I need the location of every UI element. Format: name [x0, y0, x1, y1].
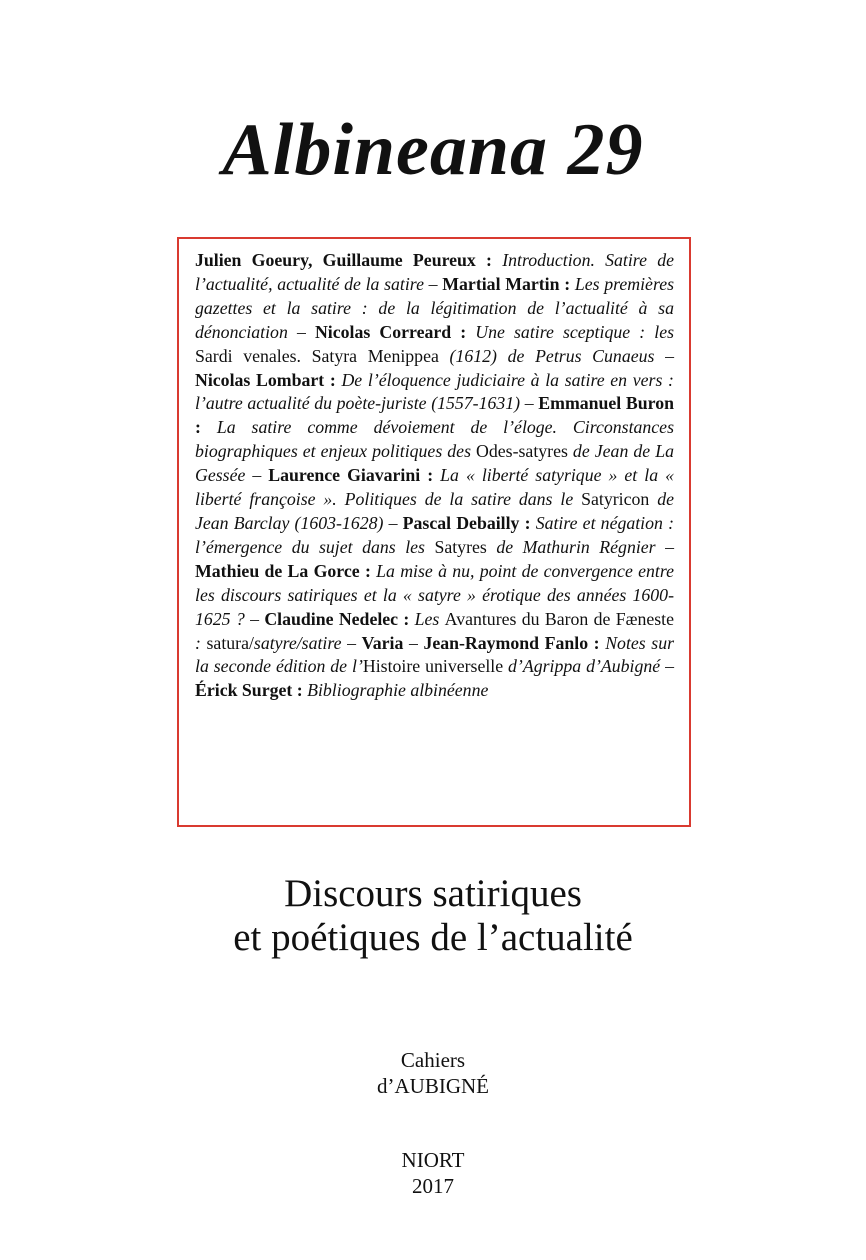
toc-author: Laurence Giavarini :	[268, 465, 434, 486]
toc-author: Nicolas Lombart :	[195, 369, 336, 390]
imprint-year: 2017	[412, 1174, 454, 1198]
toc-article-title: La mise à nu, point de convergence entre les discours satiriques et la « satyre » érotique des années 1600-1625 ?	[195, 560, 674, 629]
toc-work-title: Avantures du Baron de Fæneste	[444, 608, 675, 629]
publisher-line-1: Cahiers	[400, 1048, 466, 1072]
toc-author: Mathieu de La Gorce :	[195, 560, 371, 581]
toc-article-title: de Jean de La Gessée	[195, 441, 674, 486]
toc-article-title: satyre/satire	[253, 632, 342, 653]
toc-separator: –	[244, 608, 265, 629]
toc-separator: –	[655, 536, 674, 557]
toc-work-title: Histoire universelle	[362, 656, 504, 677]
toc-article-title: (1612) de Petrus Cunaeus	[438, 345, 655, 366]
toc-article-title: Notes sur la seconde édition de l’	[195, 632, 675, 677]
toc-article-title: La satire comme dévoiement de l’éloge. Circonstances biographiques et enjeux politiques des	[195, 417, 674, 462]
toc-separator: –	[287, 321, 315, 342]
toc-author: Emmanuel Buron :	[195, 393, 674, 438]
publisher-line-2: d’AUBIGNÉ	[377, 1074, 489, 1098]
toc-article-title: Les premières gazettes et la satire : de la légitimation de l’actualité à sa dénonciation	[195, 273, 675, 342]
toc-article-title: d’Agrippa d’Aubigné	[503, 656, 661, 677]
toc-separator: –	[245, 465, 269, 486]
table-of-contents-box	[177, 237, 691, 827]
toc-separator: –	[660, 656, 674, 677]
toc-article-title: Satire et négation : l’émergence du sujet dans les	[195, 512, 674, 557]
toc-author: Claudine Nedelec :	[264, 608, 410, 629]
toc-author: Nicolas Correard :	[314, 321, 467, 342]
subtitle-line-2: et poétiques de l’actualité	[233, 916, 633, 959]
toc-work-title: Satyres	[434, 536, 487, 557]
toc-work-title: satura/	[206, 632, 254, 653]
toc-separator: –	[520, 393, 539, 414]
toc-separator: –	[423, 273, 443, 294]
toc-article-title: Une satire sceptique : les	[466, 321, 675, 342]
toc-article-title: de Mathurin Régnier	[486, 536, 656, 557]
toc-separator: –	[403, 632, 424, 653]
toc-work-title: Satyricon	[581, 489, 650, 510]
toc-separator: –	[383, 512, 403, 533]
table-of-contents	[195, 249, 674, 703]
toc-separator: –	[341, 632, 362, 653]
toc-article-title: Bibliographie albinéenne	[302, 680, 489, 701]
publisher-block	[0, 1047, 866, 1099]
journal-title: Albineana 29	[222, 109, 644, 191]
toc-article-title: de Jean Barclay (1603-1628)	[195, 489, 674, 533]
toc-article-title: Introduction. Satire de l’actualité, actualité de la satire	[195, 250, 674, 294]
toc-author: Julien Goeury, Guillaume Peureux :	[195, 250, 492, 270]
issue-subtitle	[0, 872, 866, 960]
imprint-place: NIORT	[401, 1148, 465, 1172]
toc-article-title: De l’éloquence judiciaire à la satire en vers : l’autre actualité du poète-juriste (1557-1631)	[195, 369, 674, 414]
toc-author: Jean-Raymond Fanlo :	[423, 632, 600, 653]
toc-author: Érick Surget :	[195, 680, 303, 701]
toc-author: Pascal Debailly :	[402, 512, 531, 533]
toc-article-title: La « liberté satyrique » et la « liberté françoise ». Politiques de la satire dans le	[195, 465, 674, 510]
toc-author: Varia	[361, 632, 404, 653]
toc-separator: –	[654, 345, 674, 366]
toc-work-title: Sardi venales. Satyra Menippea	[195, 345, 439, 366]
toc-author: Martial Martin :	[442, 273, 571, 294]
toc-article-title: Les	[409, 608, 445, 629]
subtitle-line-1: Discours satiriques	[284, 872, 582, 915]
imprint-block	[0, 1147, 866, 1199]
toc-article-title: :	[195, 632, 207, 653]
toc-work-title: Odes-satyres	[476, 441, 568, 462]
